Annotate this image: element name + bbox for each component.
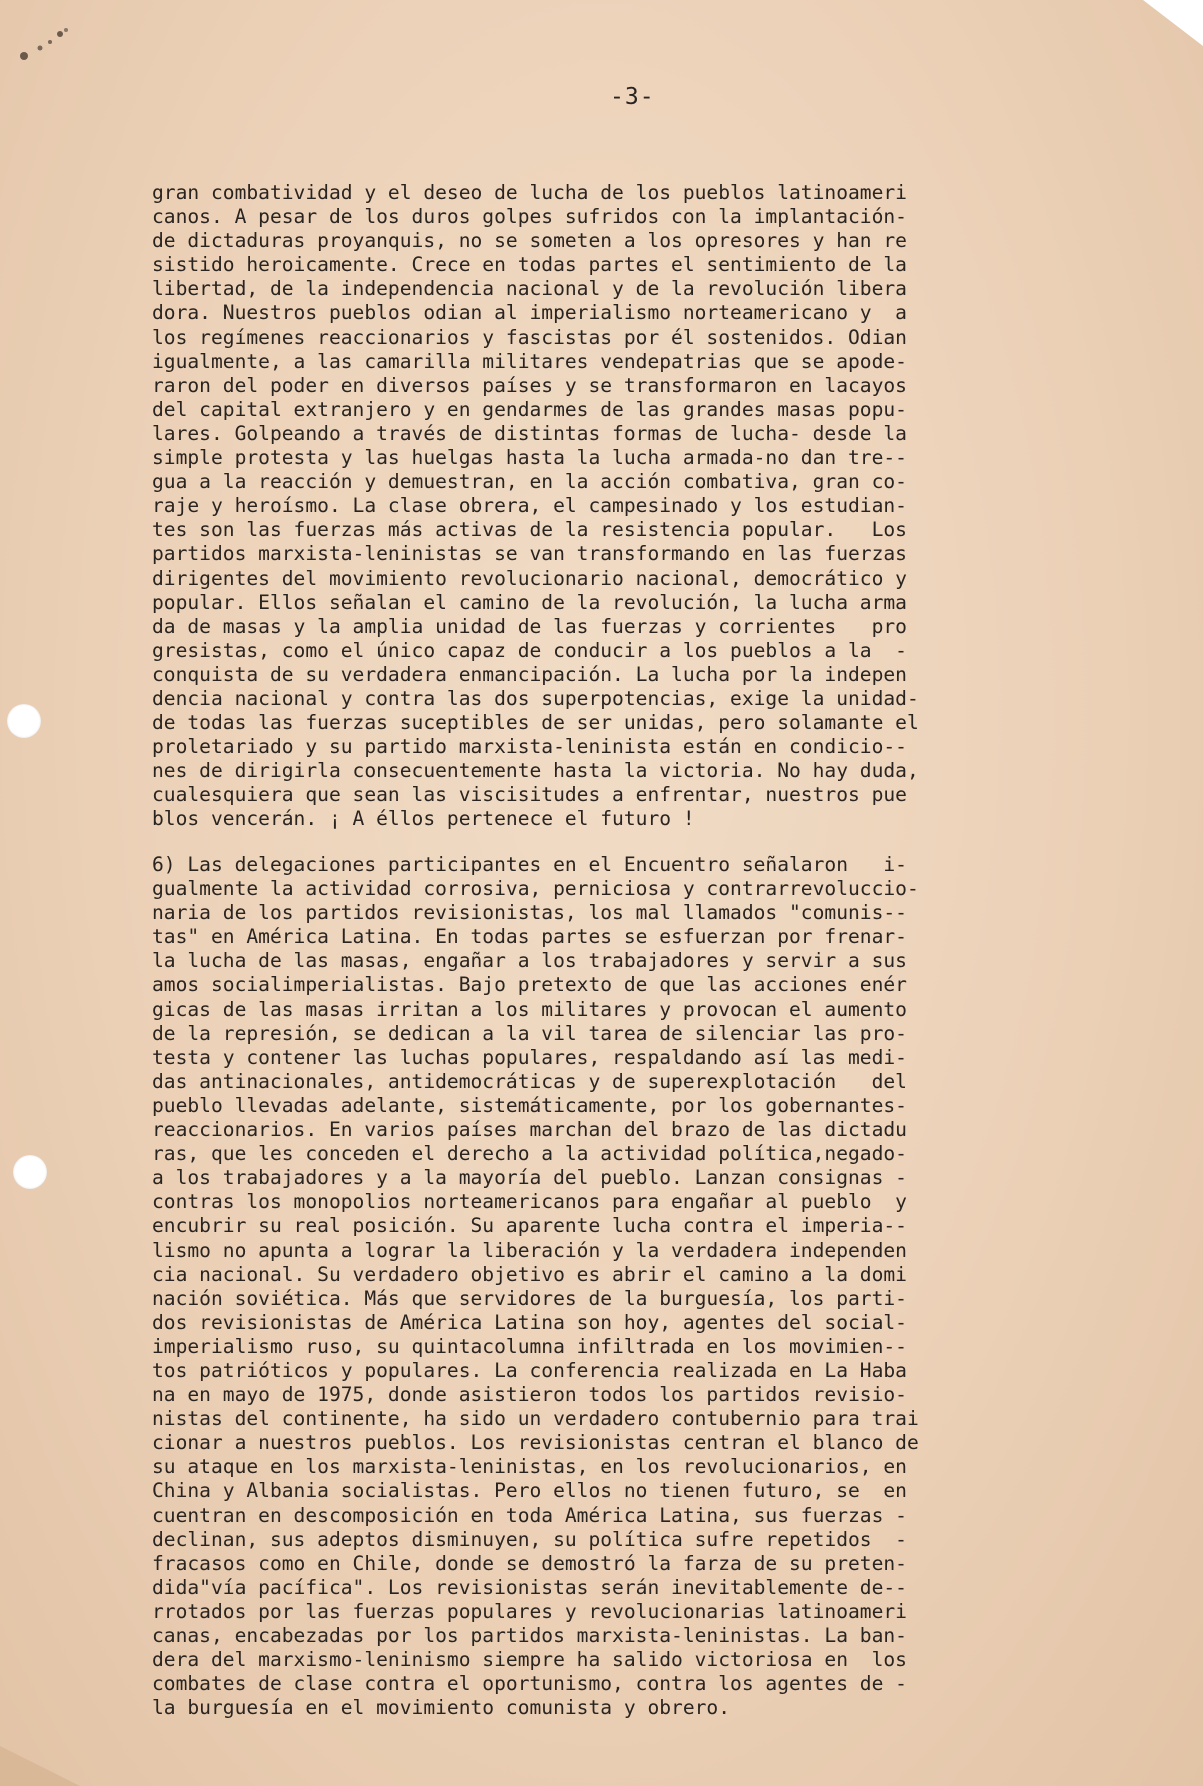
text-line: ras, que les conceden el derecho a la actividad política,negado- [152,1142,907,1166]
text-line: lismo no apunta a lograr la liberación y la verdadera independen [152,1238,907,1262]
text-line: popular. Ellos señalan el camino de la revolución, la lucha arma [152,590,907,614]
text-line: cualesquiera que sean las viscisitudes a enfrentar, nuestros pue [152,783,907,807]
worn-corner [0,1746,80,1786]
text-line: das antinacionales, antidemocráticas y de superexplotación del [152,1069,907,1093]
text-line: blos vencerán. ¡ A éllos pertenece el futuro ! [152,807,695,831]
text-line: nistas del continente, ha sido un verdadero contubernio para trai [152,1407,919,1431]
text-line: pueblo llevadas adelante, sistemáticamente, por los gobernantes- [152,1093,907,1117]
text-line: gresistas, como el único capaz de conducir a los pueblos a la - [152,638,907,662]
paragraph-2 [152,853,1112,1720]
text-line: la burguesía en el movimiento comunista y obrero. [152,1696,731,1720]
text-line: conquista de su verdadera enmancipación. La lucha por la indepen [152,662,907,686]
text-line: da de masas y la amplia unidad de las fuerzas y corrientes pro [152,614,907,638]
text-line: gualmente la actividad corrosiva, perniciosa y contrarrevoluccio- [152,877,919,901]
text-line: sistido heroicamente. Crece en todas partes el sentimiento de la [152,253,907,277]
text-line: dida"vía pacífica". Los revisionistas serán inevitablemente de-- [152,1575,907,1599]
text-line: de todas las fuerzas suceptibles de ser unidas, pero solamante el [152,711,919,735]
text-line: simple protesta y las huelgas hasta la lucha armada-no dan tre-- [152,446,907,470]
text-line: na en mayo de 1975, donde asistieron todos los partidos revisio- [152,1383,907,1407]
text-line: proletariado y su partido marxista-leninista están en condicio-- [152,735,907,759]
text-line: gua a la reacción y demuestran, en la acción combativa, gran co- [152,470,907,494]
text-line: los regímenes reaccionarios y fascistas por él sostenidos. Odian [152,325,907,349]
text-line: gran combatividad y el deseo de lucha de los pueblos latinoameri [152,181,907,204]
text-line: su ataque en los marxista-leninistas, en los revolucionarios, en [152,1455,907,1479]
text-line: nación soviética. Más que servidores de la burguesía, los parti- [152,1286,907,1310]
text-line: raron del poder en diversos países y se transformaron en lacayos [152,373,907,397]
text-line: raje y heroísmo. La clase obrera, el campesinado y los estudian- [152,494,907,518]
text-line: cionar a nuestros pueblos. Los revisionistas centran el blanco de [152,1431,919,1455]
text-line: imperialismo ruso, su quintacolumna infiltrada en los movimien-- [152,1334,907,1358]
text-line: la lucha de las masas, engañar a los trabajadores y servir a sus [152,949,907,973]
paragraph-1 [152,181,1112,832]
text-line: reaccionarios. En varios países marchan del brazo de las dictadu [152,1118,907,1142]
text-line: cuentran en descomposición en toda América Latina, sus fuerzas - [152,1503,907,1527]
text-line: dera del marxismo-leninismo siempre ha salido victoriosa en los [152,1648,907,1672]
text-line: partidos marxista-leninistas se van transformando en las fuerzas [152,542,907,566]
text-line: declinan, sus adeptos disminuyen, su política sufre repetidos - [152,1527,907,1551]
text-line: rrotados por las fuerzas populares y revolucionarias latinoameri [152,1599,907,1623]
text-line: tos patrióticos y populares. La conferencia realizada en La Haba [152,1358,907,1382]
staple-holes-icon [16,26,76,66]
text-line: fracasos como en Chile, donde se demostró la farza de su preten- [152,1551,907,1575]
text-line: cia nacional. Su verdadero objetivo es abrir el camino a la domi [152,1262,907,1286]
text-line: canos. A pesar de los duros golpes sufridos con la implantación- [152,205,907,229]
text-line: testa y contener las luchas populares, respaldando así las medi- [152,1045,907,1069]
text-line: del capital extranjero y en gendarmes de las grandes masas popu- [152,397,907,421]
text-line: de la represión, se dedican a la vil tarea de silenciar las pro- [152,1021,907,1045]
text-line: combates de clase contra el oportunismo, contra los agentes de - [152,1672,907,1696]
text-line: de dictaduras proyanquis, no se someten a los opresores y han re [152,229,907,253]
text-line: libertad, de la independencia nacional y de la revolución libera [152,277,907,301]
text-line: tas" en América Latina. En todas partes se esfuerzan por frenar- [152,925,907,949]
text-line: dirigentes del movimiento revolucionario nacional, democrático y [152,566,907,590]
text-line: dos revisionistas de América Latina son hoy, agentes del social- [152,1310,907,1334]
text-line: contras los monopolios norteamericanos para engañar al pueblo y [152,1190,907,1214]
text-line: 6) Las delegaciones participantes en el Encuentro señalaron i- [152,853,907,876]
punch-hole [7,704,41,738]
text-line: igualmente, a las camarilla militares vendepatrias que se apode- [152,349,907,373]
text-line: canas, encabezadas por los partidos marxista-leninistas. La ban- [152,1624,907,1647]
punch-hole [13,1155,47,1189]
text-line: naria de los partidos revisionistas, los mal llamados "comunis-- [152,901,907,925]
text-line: encubrir su real posición. Su aparente lucha contra el imperia-- [152,1214,907,1238]
folded-corner [1143,0,1203,46]
text-line: a los trabajadores y a la mayoría del pueblo. Lanzan consignas - [152,1166,907,1190]
text-line: tes son las fuerzas más activas de la resistencia popular. Los [152,518,907,542]
text-line: gicas de las masas irritan a los militares y provocan el aumento [152,997,907,1021]
text-line: nes de dirigirla consecuentemente hasta la victoria. No hay duda, [152,759,919,783]
text-line: dora. Nuestros pueblos odian al imperialismo norteamericano y a [152,301,907,325]
text-line: China y Albania socialistas. Pero ellos no tienen futuro, se en [152,1479,907,1503]
text-line: dencia nacional y contra las dos superpotencias, exige la unidad- [152,686,919,710]
text-line: amos socialimperialistas. Bajo pretexto de que las acciones enér [152,973,907,997]
text-line: lares. Golpeando a través de distintas formas de lucha- desde la [152,421,907,445]
page-number: -3- [610,84,655,110]
